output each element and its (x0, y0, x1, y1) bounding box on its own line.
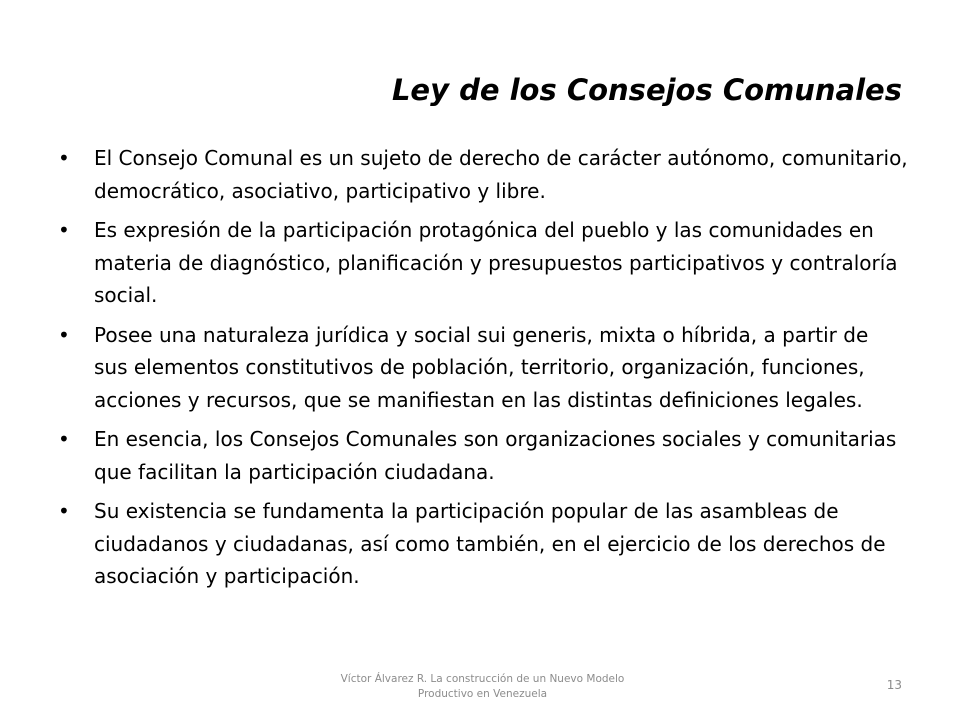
bullet-item (58, 495, 908, 593)
bullet-icon: • (58, 146, 70, 170)
bullet-item (58, 423, 908, 488)
bullet-text: Su existencia se fundamenta la participación popular de las asambleas de ciudadanos y ciudadanas, así como también, en el ejercicio de los derechos de asociación y participación. (94, 499, 886, 588)
page-number: 13 (886, 678, 902, 692)
slide-title: Ley de los Consejos Comunales (391, 73, 902, 107)
bullet-text: En esencia, los Consejos Comunales son organizaciones sociales y comunitarias que facilitan la participación ciudadana. (94, 427, 897, 484)
bullet-list (58, 142, 908, 600)
bullet-item (58, 319, 908, 417)
slide-footer: Víctor Álvarez R. La construcción de un Nuevo Modelo Productivo en Venezuela (340, 673, 625, 700)
bullet-icon: • (58, 499, 70, 523)
bullet-item (58, 214, 908, 312)
bullet-text: Posee una naturaleza jurídica y social sui generis, mixta o híbrida, a partir de sus elementos constitutivos de población, territorio, organización, funciones, acciones y recursos, que se manifiestan en las distintas definiciones legales. (94, 322, 869, 412)
bullet-text: Es expresión de la participación protagónica del pueblo y las comunidades en materia de diagnóstico, planificación y presupuestos participativos y contraloría social. (94, 218, 898, 307)
bullet-icon: • (58, 322, 70, 347)
bullet-item (58, 142, 908, 207)
bullet-icon: • (58, 218, 70, 242)
bullet-icon: • (58, 427, 70, 451)
bullet-text: El Consejo Comunal es un sujeto de derecho de carácter autónomo, comunitario, democrático, asociativo, participativo y libre. (94, 146, 908, 203)
